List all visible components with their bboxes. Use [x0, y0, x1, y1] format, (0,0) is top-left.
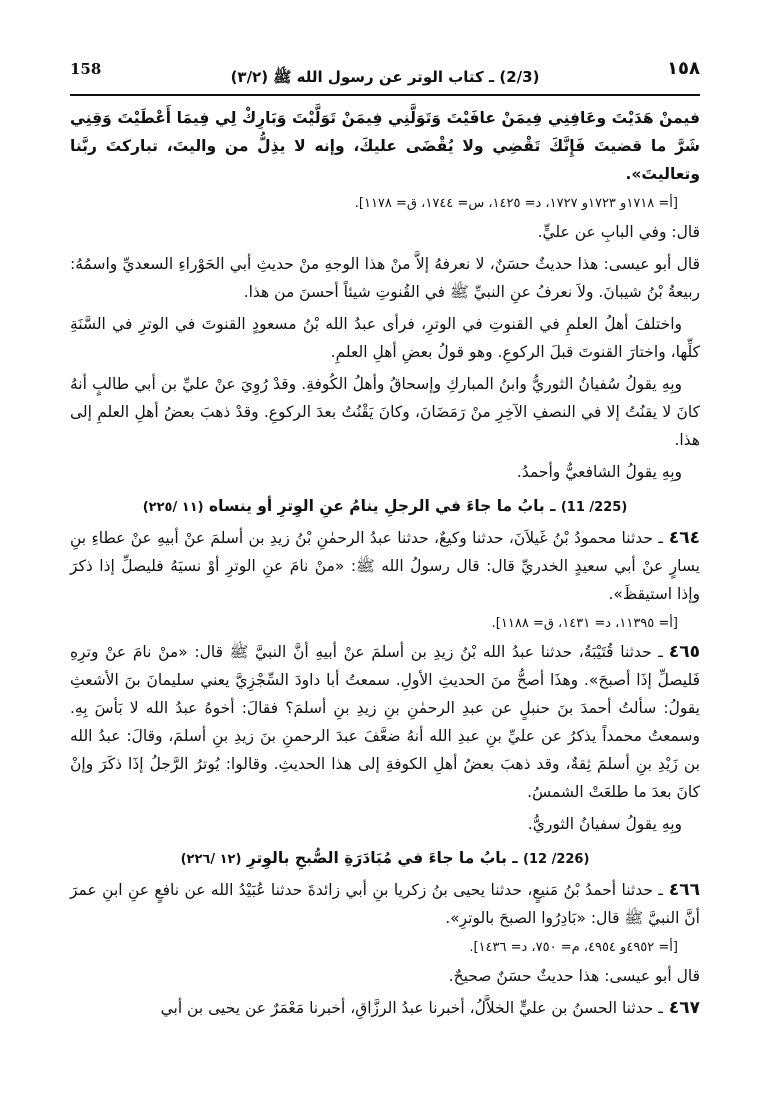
hadith-text: ـ حدثنا محمودُ بْنُ غَيلاَنَ، حدثنا وكيعٌ، حدثنا عبدُ الرحمٰنِ بْنُ زيدِ بن أسلمَ عنْ أبيهِ عنْ عطاءِ بنِ يسارٍ عنْ أبي سعيدٍ الخدريِّ قال: قال رسولُ الله ﷺ: «منْ نامَ عنِ الوترِ أوْ نسيَهُ فليصلِّ إذا ذكرَ وإذا استيقظَ». — [70, 529, 700, 603]
text-paragraph: قال أبو عيسى: هذا حديثٌ حسَنٌ صحيحٌ. — [448, 967, 700, 985]
chapter-number-latin: (226/ 12) — [523, 852, 590, 867]
text-paragraph: وبِهِ يقولُ سُفيانُ الثوريُّ وابنُ المباركِ وإسحاقُ وأهلُ الكُوفةِ. وقدْ رُوِيَ عنْ عليِّ بن أبي طالبٍ أنهُ كانَ لا يقنُتُ إلا في النصفِ الآخِرِ منْ رَمَضَانَ، وكانَ يَقْنُتُ بعدَ الركوعِ. وقدْ ذهبَ بعضُ أهلِ العلمِ إلى هذا. — [70, 375, 700, 449]
page-body — [70, 104, 700, 1026]
hadith-text: ـ حدثنا قُتَيْبَةُ، حدثنا عبدُ الله بْنُ زيدِ بن أسلمَ عنْ أبيهِ أنَّ النبيَّ ﷺ قال: «منْ نامَ عنْ وترِهِ فَليصلِّ إذَا أصبحَ». وهذَا أصحُّ منَ الحديثِ الأولِ. سمعتُ أبا داودَ السِّجْزِيَّ يعني سليمانَ بنَ الأشعثِ يقولُ: سألتُ أحمدَ بنَ حنبلٍ عن عبدِ الرحمٰنِ بنِ زيدِ بنِ أسلمَ؟ فقالَ: أخوهُ عبدُ الله لا بَأسَ بِهِ. وسمعتُ محمداً يذكرُ عن عليِّ بنِ عبدِ الله أنهُ ضعَّفَ عبدَ الرحمنِ بنَ زيدِ بنِ أسلمَ، وقالَ: عبدُ الله بن زَيْدِ بنِ أسلمَ ثِقةٌ، وقد ذهبَ بعضُ أهلِ الكوفةِ إلى هذا الحديثِ. وقالوا: يُوترُ الرَّجلُ إذَا ذكَرَ وإنْ كانَ بعدَ ما طلعَتْ الشمسُ. — [70, 643, 700, 801]
text-paragraph: وبِهِ يقولُ الشافعيُّ وأحمدُ. — [516, 463, 682, 481]
page-number-arabic: ١٥٨ — [667, 58, 700, 79]
chapter-number-arabic: (١٢ /٢٢٦) — [180, 852, 242, 867]
hadith-number: ٤٦٤ — [668, 528, 700, 548]
chapter-number-arabic: (١١ /٢٢٥) — [142, 500, 204, 515]
chapter-heading — [70, 492, 700, 522]
chapter-number-latin: (225/ 11) — [560, 500, 628, 515]
hadith-number: ٤٦٧ — [668, 998, 700, 1018]
text-paragraph: واختلفَ أهلُ العلمِ في القنوتِ في الوترِ، فرأى عبدُ الله بْنُ مسعودٍ القنوتَ في الوترِ في السَّنَةِ كلِّها، واختارَ القنوتَ قبلَ الركوعِ. وهو قولُ بعضِ أهلِ العلمِ. — [70, 315, 700, 361]
reference-line: [أ= ١١٣٩٥، د= ١٤٣١، ق= ١١٨٨]. — [491, 616, 678, 631]
hadith-text: ـ حدثنا أحمدُ بْنُ مَنيعٍ، حدثنا يحيى بنُ زكريا بنِ أبي زائدةَ حدثنا عُبَيْدُ الله عن نافعٍ عنِ ابنِ عمرَ أنَّ النبيَّ ﷺ قال: «بَادِرُوا الصبحَ بالوترِ». — [70, 881, 700, 927]
hadith-paragraph — [70, 638, 700, 806]
hadith-paragraph — [70, 876, 700, 932]
text-paragraph: قال أبو عيسى: هذا حديثٌ حسَنٌ، لا نعرفهُ إلاَّ منْ هذا الوجهِ منْ حديثِ أبي الحَوْراءِ السعديِّ واسمُهُ: ربيعةُ بْنُ شيبانَ. ولاَ نعرفُ عنِ النبيِّ ﷺ في القُنوتِ شيئاً أحسنَ من هذا. — [70, 255, 700, 301]
hadith-paragraph — [70, 994, 700, 1022]
hadith-text: ـ حدثنا الحسنُ بن عليٍّ الخلاَّلُ، أخبرنا عبدُ الرزَّاقِ، أخبرنا مَعْمَرٌ عن يحيى بن أبي — [160, 999, 663, 1017]
hadith-number: ٤٦٦ — [668, 880, 700, 900]
text-paragraph: وبِهِ يقولُ سفيانُ الثوريُّ. — [527, 815, 682, 833]
hadith-paragraph — [70, 524, 700, 608]
hadith-number: ٤٦٥ — [668, 642, 700, 662]
text-paragraph: فيمنْ هَدَيْتَ وعَافِنِي فِيمَنْ عافَيْتَ وَتَوَلَّنِي فِيمَنْ تَوَلَّيْتَ وَبَارِكْ لِي فِيمَا أَعْطَيْتَ وَقِنِي شَرَّ ما قضيتَ فَإِنَّكَ تَقْضِي ولا يُقْضَى عليكَ، وإنه لا يذِلُّ من واليتَ، تباركتَ ربَّنا وتعاليتَ». — [70, 109, 700, 183]
page-header — [70, 58, 700, 96]
chapter-title: ـ بابُ ما جاءَ في مُبَادَرَةِ الصُّبحِ بالوِترِ — [246, 849, 518, 867]
reference-line: [أ= ٤٩٥٢و ٤٩٥٤، م= ٧٥٠، د= ١٤٣٦]. — [469, 940, 678, 955]
chapter-heading — [70, 844, 700, 874]
page-number-latin: 158 — [70, 60, 102, 78]
running-title: (2/3) ـ كتاب الوتر عن رسول الله ﷺ (٣/٢) — [230, 68, 540, 86]
reference-line: [أ= ١٧١٨و ١٧٢٣و ١٧٢٧، د= ١٤٢٥، س= ١٧٤٤، ق= ١١٧٨]. — [354, 196, 678, 211]
text-paragraph: قال: وفي البابِ عن عليٍّ. — [537, 223, 700, 241]
chapter-title: ـ بابُ ما جاءَ في الرجلِ ينامُ عنِ الوِترِ أو ينساه — [209, 497, 556, 515]
